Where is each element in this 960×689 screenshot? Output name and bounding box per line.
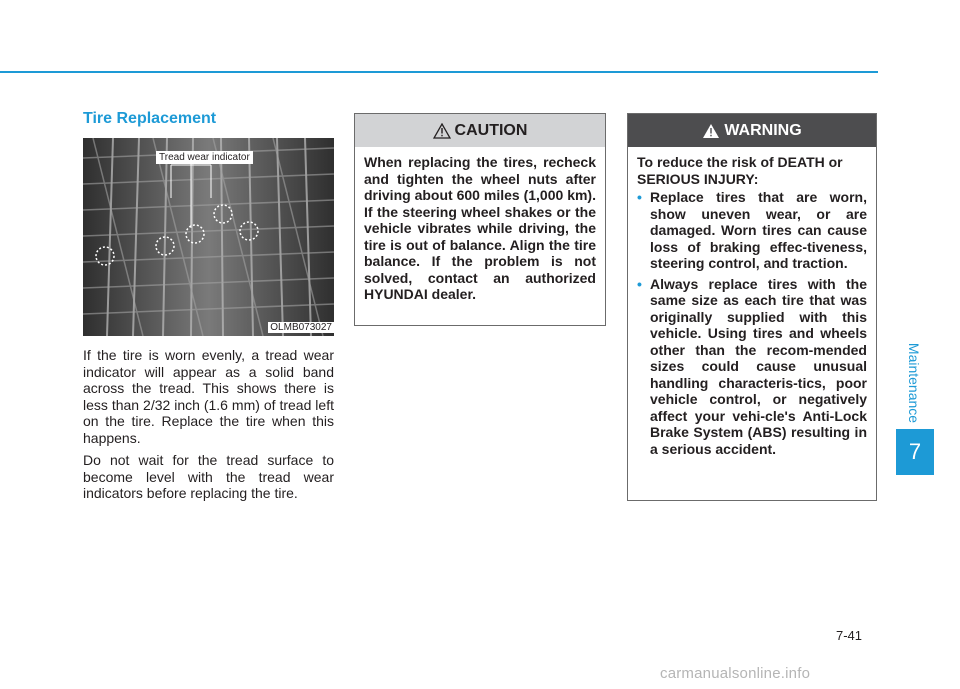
caution-triangle-icon [433,123,451,139]
body-text [83,347,334,508]
warning-bullet-list [637,189,867,457]
page-number: 7-41 [836,628,863,643]
caution-text: When replacing the tires, recheck and tighten the wheel nuts after driving about 600 miles (1,000 km). If the steering wheel shakes or the vehicle vibrates while driving, the tire is out of balance. Align the tire balance. If the problem is not solved, contact an authorized HYUNDAI dealer. [364,154,596,302]
caution-title: CAUTION [454,121,528,139]
warning-title: WARNING [724,121,802,139]
body-paragraph: If the tire is worn evenly, a tread wear indicator will appear as a solid band across the tread. This shows there is less than 2/32 inch (1.6 mm) of tread left on the tire. Replace the tire when this happens. [83,347,334,446]
warning-body [628,147,876,457]
body-paragraph: Do not wait for the tread surface to become level with the tread wear indicators before replacing the tire. [83,452,334,501]
chapter-number-box: 7 [896,429,934,475]
figure-code: OLMB073027 [270,322,332,333]
warning-bullet [637,276,867,458]
tire-tread-graphic [83,138,334,336]
tire-tread-illustration [83,138,334,336]
warning-triangle-icon [702,123,720,139]
caution-header [355,114,605,147]
warning-box [627,113,877,501]
warning-header [628,114,876,147]
warning-intro: To reduce the risk of DEATH or SERIOUS INJURY: [637,154,843,187]
chapter-side-tab [896,338,932,428]
warning-bullet-text: Always replace tires with the same size as each tire that was originally supplied with this vehicle. Using tires and wheels other than the recom-mended sizes could cause unusual handling characteris-tics, poor vehicle control, or negatively affect your vehi-cle's Anti-Lock Brake System (ABS) resulting in a serious accident. [650,275,867,457]
section-title: Tire Replacement [83,110,217,127]
bullet-dot-icon: • [637,189,642,205]
tread-wear-indicator-callout: Tread wear indicator [156,151,253,164]
warning-bullet [637,189,867,272]
top-rule [0,71,878,73]
chapter-label: Maintenance [906,342,923,424]
bullet-dot-icon: • [637,275,642,292]
caution-box [354,113,606,326]
watermark: carmanualsonline.info [660,665,811,682]
warning-bullet-text: Replace tires that are worn, show uneven wear, or are damaged. Worn tires can cause loss of braking effec-tiveness, steering control, and traction. [650,189,867,271]
